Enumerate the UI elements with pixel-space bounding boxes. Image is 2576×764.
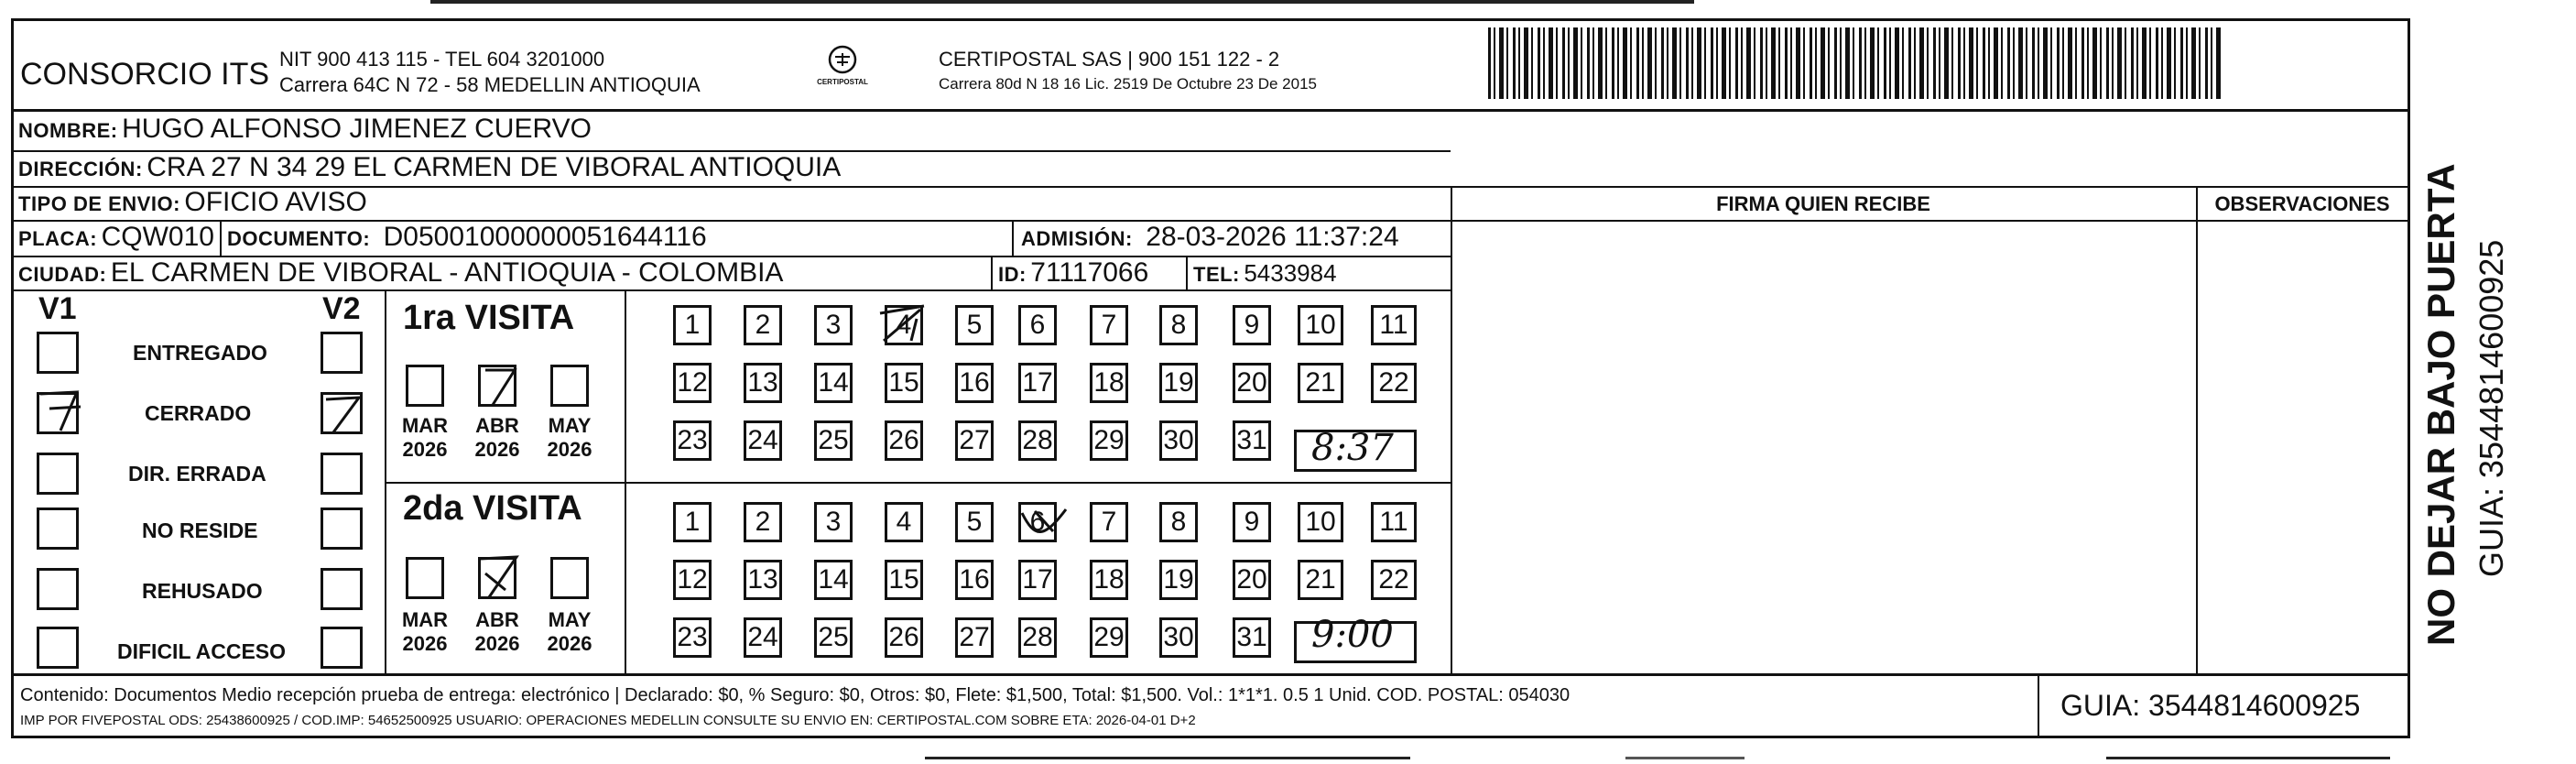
documento-label: DOCUMENTO: [227, 227, 371, 250]
documento-cell [227, 222, 707, 253]
tel-value: 5433984 [1244, 259, 1337, 287]
visita1-day-10[interactable]: 10 [1298, 305, 1343, 345]
v2-cerrado-mark [321, 392, 366, 438]
visita1-month-may: MAY 2026 [547, 414, 592, 461]
visita1-day-19[interactable]: 19 [1159, 363, 1198, 403]
visita2-day-31[interactable]: 31 [1233, 617, 1271, 658]
footer-imp: IMP POR FIVEPOSTAL ODS: 25438600925 / COD.IMP: 54652500925 USUARIO: OPERACIONES MEDELLIN CONSULTE SU ENVIO EN: CERTIPOSTAL.COM SOBRE ETA: 2026-04-01 D+2 [20, 713, 1196, 728]
visita2-day-3[interactable]: 3 [814, 502, 853, 542]
admision-cell [1021, 222, 1399, 253]
tipo-row [18, 187, 367, 218]
status-entregado: ENTREGADO [133, 341, 267, 365]
visita2-day-23[interactable]: 23 [673, 617, 712, 658]
visita2-day-20[interactable]: 20 [1233, 560, 1271, 600]
visita2-abr-mark [473, 550, 524, 601]
placa-value: CQW010 [101, 222, 214, 252]
visita1-day-8[interactable]: 8 [1159, 305, 1198, 345]
visita2-month-mar: MAR 2026 [401, 608, 449, 655]
visita1-day-2[interactable]: 2 [744, 305, 782, 345]
certipostal-logo [815, 44, 870, 86]
id-label: ID: [998, 263, 1027, 286]
visita2-day-29[interactable]: 29 [1090, 617, 1128, 658]
v1-no-reside-checkbox[interactable] [37, 508, 79, 550]
direccion-label: DIRECCIÓN: [18, 158, 143, 180]
tipo-label: TIPO DE ENVIO: [18, 192, 180, 215]
visita2-day-2[interactable]: 2 [744, 502, 782, 542]
direccion-row [18, 152, 841, 183]
visita2-day-5[interactable]: 5 [955, 502, 994, 542]
visita1-day-28[interactable]: 28 [1018, 420, 1057, 461]
logo-text: CERTIPOSTAL [817, 78, 868, 86]
firma-area[interactable] [1452, 222, 2194, 672]
visita2-day-1[interactable]: 1 [673, 502, 712, 542]
visita2-day-19[interactable]: 19 [1159, 560, 1198, 600]
visita1-day4-mark [875, 300, 929, 346]
visita1-day-7[interactable]: 7 [1090, 305, 1128, 345]
visita1-day-13[interactable]: 13 [744, 363, 782, 403]
side-guia: GUIA: 3544814600925 [2473, 239, 2510, 577]
visita2-title: 2da VISITA [403, 489, 582, 528]
visita1-day-23[interactable]: 23 [673, 420, 712, 461]
scan-line-bottom-2 [1625, 757, 1745, 759]
scan-line-bottom-3 [2106, 757, 2390, 759]
visita1-day-11[interactable]: 11 [1371, 305, 1417, 345]
visita1-day-25[interactable]: 25 [814, 420, 853, 461]
visita1-day-30[interactable]: 30 [1159, 420, 1198, 461]
visita2-may-checkbox[interactable] [550, 557, 589, 599]
certipostal-name: CERTIPOSTAL SAS | 900 151 122 - 2 [939, 48, 1280, 71]
nombre-value: HUGO ALFONSO JIMENEZ CUERVO [122, 114, 592, 144]
status-dificil-acceso: DIFICIL ACCESO [117, 639, 287, 663]
visita2-day-10[interactable]: 10 [1298, 502, 1343, 542]
visita2-day-30[interactable]: 30 [1159, 617, 1198, 658]
scan-line-bottom-1 [925, 757, 1410, 759]
visita1-day-1[interactable]: 1 [673, 305, 712, 345]
visita2-day-12[interactable]: 12 [673, 560, 712, 600]
nombre-label: NOMBRE: [18, 119, 118, 142]
ciudad-label: CIUDAD: [18, 263, 107, 286]
visita1-day-27[interactable]: 27 [955, 420, 994, 461]
id-cell [998, 257, 1148, 289]
visita1-day-9[interactable]: 9 [1233, 305, 1271, 345]
visita1-day-20[interactable]: 20 [1233, 363, 1271, 403]
visita1-day-5[interactable]: 5 [955, 305, 994, 345]
visita2-day-18[interactable]: 18 [1090, 560, 1128, 600]
visita1-title: 1ra VISITA [403, 299, 575, 337]
v2-header: V2 [322, 291, 361, 326]
visita2-day-16[interactable]: 16 [955, 560, 994, 600]
documento-value: D05001000000051644116 [383, 222, 707, 252]
visita2-day-4[interactable]: 4 [885, 502, 923, 542]
admision-label: ADMISIÓN: [1021, 227, 1133, 250]
v2-dir-errada-checkbox[interactable] [321, 453, 363, 495]
v2-dificil-acceso-checkbox[interactable] [321, 627, 363, 669]
visita1-day-16[interactable]: 16 [955, 363, 994, 403]
v1-header: V1 [38, 291, 77, 326]
visita2-day-11[interactable]: 11 [1371, 502, 1417, 542]
status-dir-errada: DIR. ERRADA [128, 462, 266, 486]
direccion-value: CRA 27 N 34 29 EL CARMEN DE VIBORAL ANTIOQUIA [147, 152, 842, 182]
visita1-day-18[interactable]: 18 [1090, 363, 1128, 403]
status-rehusado: REHUSADO [142, 579, 263, 603]
v2-no-reside-checkbox[interactable] [321, 508, 363, 550]
ciudad-value: EL CARMEN DE VIBORAL - ANTIOQUIA - COLOMBIA [110, 257, 784, 288]
v1-cerrado-mark [33, 383, 106, 438]
visita1-day-4[interactable]: 4 [885, 305, 923, 345]
visita1-day-21[interactable]: 21 [1298, 363, 1343, 403]
visita2-day-27[interactable]: 27 [955, 617, 994, 658]
v1-rehusado-checkbox[interactable] [37, 568, 79, 610]
tel-cell [1193, 259, 1337, 288]
visita1-day-6[interactable]: 6 [1018, 305, 1057, 345]
placa-cell [18, 222, 214, 253]
visita1-day-15[interactable]: 15 [885, 363, 923, 403]
visita2-day-7[interactable]: 7 [1090, 502, 1128, 542]
visita2-month-abr: ABR 2026 [474, 608, 520, 655]
visita1-day-12[interactable]: 12 [673, 363, 712, 403]
footer-guia: GUIA: 3544814600925 [2060, 689, 2361, 722]
visita1-month-mar: MAR 2026 [401, 414, 449, 461]
ciudad-cell [18, 257, 783, 289]
nombre-row [18, 114, 592, 145]
admision-value: 28-03-2026 11:37:24 [1146, 222, 1399, 252]
visita2-day-8[interactable]: 8 [1159, 502, 1198, 542]
id-value: 71117066 [1030, 257, 1149, 288]
visita2-day-14[interactable]: 14 [814, 560, 853, 600]
visita1-day-17[interactable]: 17 [1018, 363, 1057, 403]
visita2-day-9[interactable]: 9 [1233, 502, 1271, 542]
visita1-may-checkbox[interactable] [550, 365, 589, 407]
visita1-day-29[interactable]: 29 [1090, 420, 1128, 461]
footer-contenido: Contenido: Documentos Medio recepción prueba de entrega: electrónico | Declarado: $0, % Seguro: $0, Otros: $0, Flete: $1,500, Total: $1,500. Vol.: 1*1*1. 0.5 1 Unid. COD. POSTAL: 054030 [20, 685, 1571, 705]
visita2-day-22[interactable]: 22 [1371, 560, 1417, 600]
status-cerrado: CERRADO [145, 401, 252, 425]
side-warning: NO DEJAR BAJO PUERTA [2419, 163, 2462, 646]
visita1-abr-mark [478, 363, 520, 409]
visita2-hour: 9:00 [1311, 614, 1394, 656]
company-address: Carrera 64C N 72 - 58 MEDELLIN ANTIOQUIA [279, 73, 701, 96]
v2-rehusado-checkbox[interactable] [321, 568, 363, 610]
visita2-day-15[interactable]: 15 [885, 560, 923, 600]
visita1-mar-checkbox[interactable] [406, 365, 444, 407]
visita1-month-abr: ABR 2026 [474, 414, 520, 461]
v1-dir-errada-checkbox[interactable] [37, 453, 79, 495]
visita2-day-17[interactable]: 17 [1018, 560, 1057, 600]
firma-label: FIRMA QUIEN RECIBE [1716, 192, 1930, 215]
visita1-day-22[interactable]: 22 [1371, 363, 1417, 403]
visita1-day-14[interactable]: 14 [814, 363, 853, 403]
v1-dificil-acceso-checkbox[interactable] [37, 627, 79, 669]
observaciones-label: OBSERVACIONES [2214, 192, 2390, 215]
visita2-day-21[interactable]: 21 [1298, 560, 1343, 600]
visita2-day-6[interactable]: 6 [1018, 502, 1057, 542]
visita1-day-24[interactable]: 24 [744, 420, 782, 461]
v1-entregado-checkbox[interactable] [37, 332, 79, 374]
scan-line-top [430, 0, 1694, 4]
certipostal-address: Carrera 80d N 18 16 Lic. 2519 De Octubre 23 De 2015 [939, 75, 1317, 93]
visita1-hour: 8:37 [1311, 427, 1394, 469]
visita2-day-24[interactable]: 24 [744, 617, 782, 658]
visita2-day6-mark [1016, 502, 1071, 548]
tel-label: TEL: [1193, 263, 1240, 286]
visita1-day-26[interactable]: 26 [885, 420, 923, 461]
visita2-mar-checkbox[interactable] [406, 557, 444, 599]
visita2-day-25[interactable]: 25 [814, 617, 853, 658]
tipo-value: OFICIO AVISO [184, 187, 367, 217]
visita2-day-13[interactable]: 13 [744, 560, 782, 600]
observaciones-area[interactable] [2198, 222, 2407, 672]
certipostal-logo-icon [824, 44, 861, 75]
visita2-day-28[interactable]: 28 [1018, 617, 1057, 658]
v2-entregado-checkbox[interactable] [321, 332, 363, 374]
visita2-day-26[interactable]: 26 [885, 617, 923, 658]
visita1-day-3[interactable]: 3 [814, 305, 853, 345]
barcode [1488, 27, 2221, 99]
visita2-month-may: MAY 2026 [547, 608, 592, 655]
company-name: CONSORCIO ITS [20, 57, 270, 92]
status-no-reside: NO RESIDE [142, 518, 258, 542]
company-nit: NIT 900 413 115 - TEL 604 3201000 [279, 48, 605, 71]
visita1-day-31[interactable]: 31 [1233, 420, 1271, 461]
placa-label: PLACA: [18, 227, 98, 250]
